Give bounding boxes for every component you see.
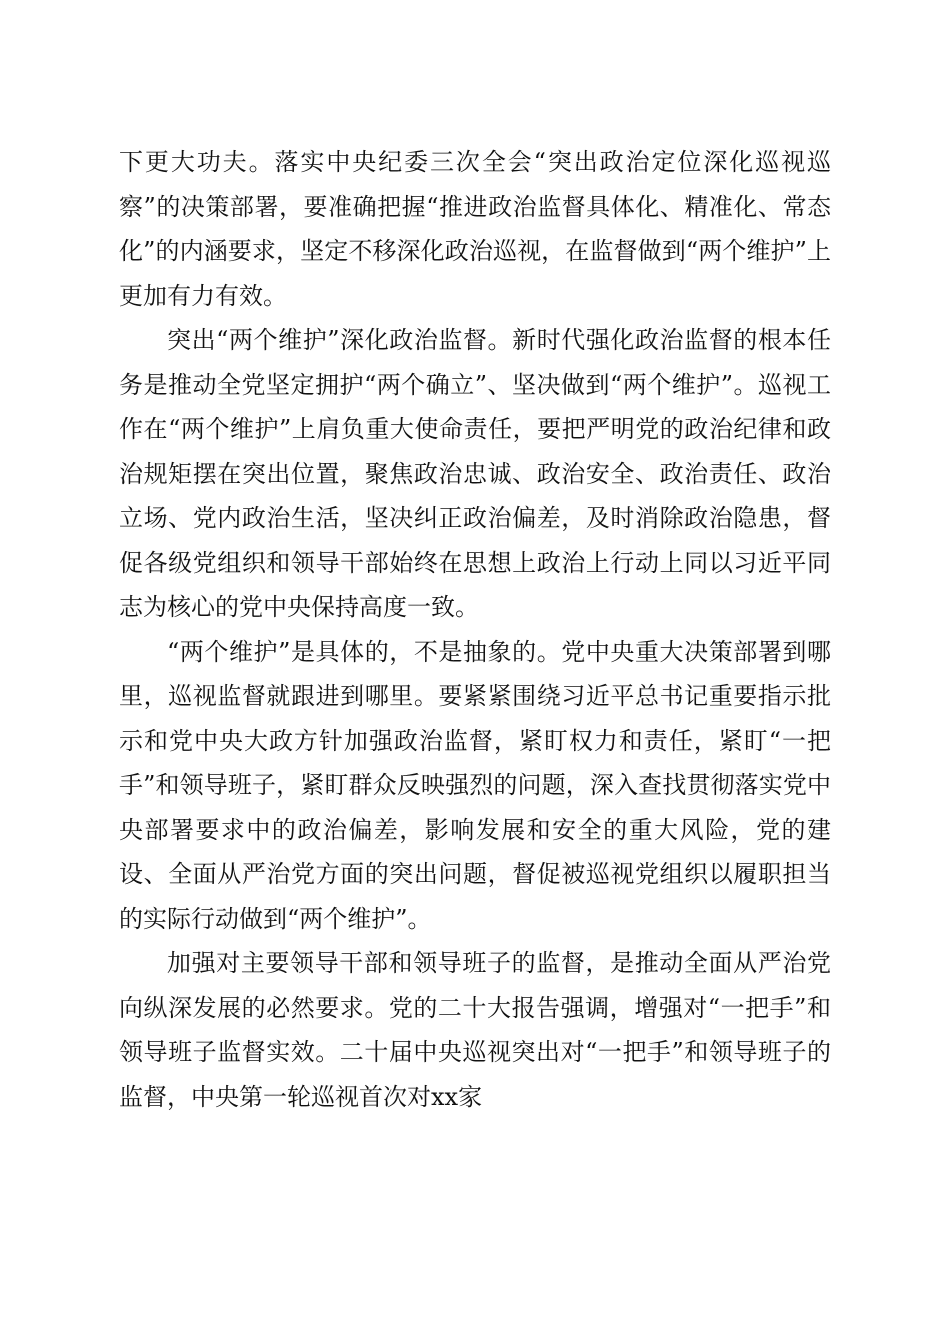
paragraph-2: 突出“两个维护”深化政治监督。新时代强化政治监督的根本任务是推动全党坚定拥护“两个确立”、坚决做到“两个维护”。巡视工作在“两个维护”上肩负重大使命责任，要把严明党的政治纪律和政治规矩摆在突出位置，聚焦政治忠诚、政治安全、政治责任、政治立场、党内政治生活，坚决纠正政治偏差，及时消除政治隐患，督促各级党组织和领导干部始终在思想上政治上行动上同以习近平同志为核心的党中央保持高度一致。	[119, 326, 831, 621]
paragraph-1: 下更大功夫。落实中央纪委三次全会“突出政治定位深化巡视巡察”的决策部署，要准确把握“推进政治监督具体化、精准化、常态化”的内涵要求，坚定不移深化政治巡视，在监督做到“两个维护”上更加有力有效。	[119, 148, 831, 310]
paragraph-4: 加强对主要领导干部和领导班子的监督，是推动全面从严治党向纵深发展的必然要求。党的二十大报告强调，增强对“一把手”和领导班子监督实效。二十届中央巡视突出对“一把手”和领导班子的监督，中央第一轮巡视首次对xx家	[119, 949, 831, 1111]
document-body	[119, 140, 831, 1119]
paragraph-3: “两个维护”是具体的，不是抽象的。党中央重大决策部署到哪里，巡视监督就跟进到哪里。要紧紧围绕习近平总书记重要指示批示和党中央大政方针加强政治监督，紧盯权力和责任，紧盯“一把手”和领导班子，紧盯群众反映强烈的问题，深入查找贯彻落实党中央部署要求中的政治偏差，影响发展和安全的重大风险，党的建设、全面从严治党方面的突出问题，督促被巡视党组织以履职担当的实际行动做到“两个维护”。	[119, 637, 831, 933]
